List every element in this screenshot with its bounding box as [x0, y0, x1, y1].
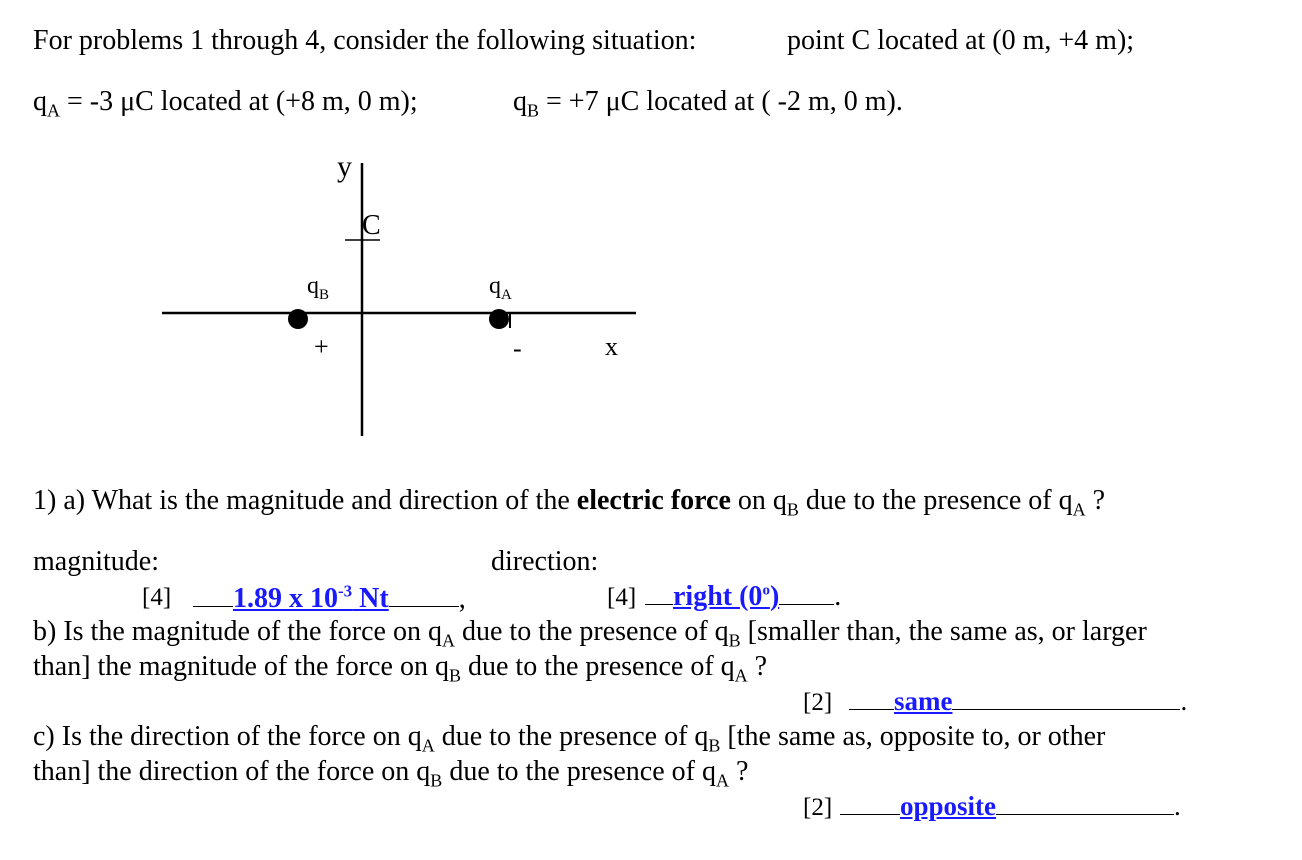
qa-diagram-label: $q_A$ [489, 273, 512, 303]
magnitude-points: [4] [142, 584, 172, 611]
direction-label: direction: [491, 546, 599, 577]
qa-sign: - [513, 334, 522, 363]
magnitude-answer-field: 1.89 x $10^{-3}$ Nt , [193, 583, 466, 613]
question-1b-points: [2] [803, 689, 833, 716]
question-1a: 1) a) What is the magnitude and direction of the electric force on $q_B$ due to the presence of $q_A$ ? [33, 485, 1106, 520]
question-1c-points: [2] [803, 794, 833, 821]
question-1b-line1: b) Is the magnitude of the force on $q_A$ due to the presence of $q_B$ [smaller than, the same as, or larger [33, 616, 1147, 651]
charge-qa-dot [489, 309, 509, 329]
charge-qb-dot [288, 309, 308, 329]
intro-line1: For problems 1 through 4, consider the following situation: [33, 25, 697, 56]
question-1c-line1: c) Is the direction of the force on $q_A$ due to the presence of $q_B$ [the same as, opposite to, or other [33, 721, 1106, 756]
qb-diagram-label: $q_B$ [307, 273, 330, 303]
x-axis-label: x [605, 332, 618, 361]
question-1c-answer-field: opposite . [840, 793, 1181, 820]
direction-answer: right (0$^o$) [673, 581, 780, 612]
magnitude-answer: 1.89 x $10^{-3}$ Nt [233, 582, 389, 615]
question-1b-answer-field: same . [849, 688, 1187, 715]
qa-description: $q_A = -3$ μC located at (+8 m, 0 m); [33, 86, 418, 121]
question-1b-answer: same [894, 686, 953, 716]
question-1c-answer: opposite [900, 791, 997, 821]
direction-points: [4] [607, 584, 637, 611]
magnitude-label: magnitude: [33, 546, 159, 577]
question-1c-line2: than] the direction of the force on $q_B$ due to the presence of $q_A$ ? [33, 756, 749, 791]
point-c-label: C [362, 210, 381, 241]
direction-answer-field: right (0$^o$) . [645, 583, 841, 611]
y-axis-label: y [337, 150, 352, 183]
question-1b-line2: than] the magnitude of the force on $q_B$ due to the presence of $q_A$ ? [33, 651, 768, 686]
point-c-text: point C located at (0 m, +4 m); [787, 25, 1135, 56]
qb-description: $q_B = +7$ μC located at ( -2 m, 0 m). [513, 86, 903, 121]
qb-sign: + [314, 332, 329, 361]
